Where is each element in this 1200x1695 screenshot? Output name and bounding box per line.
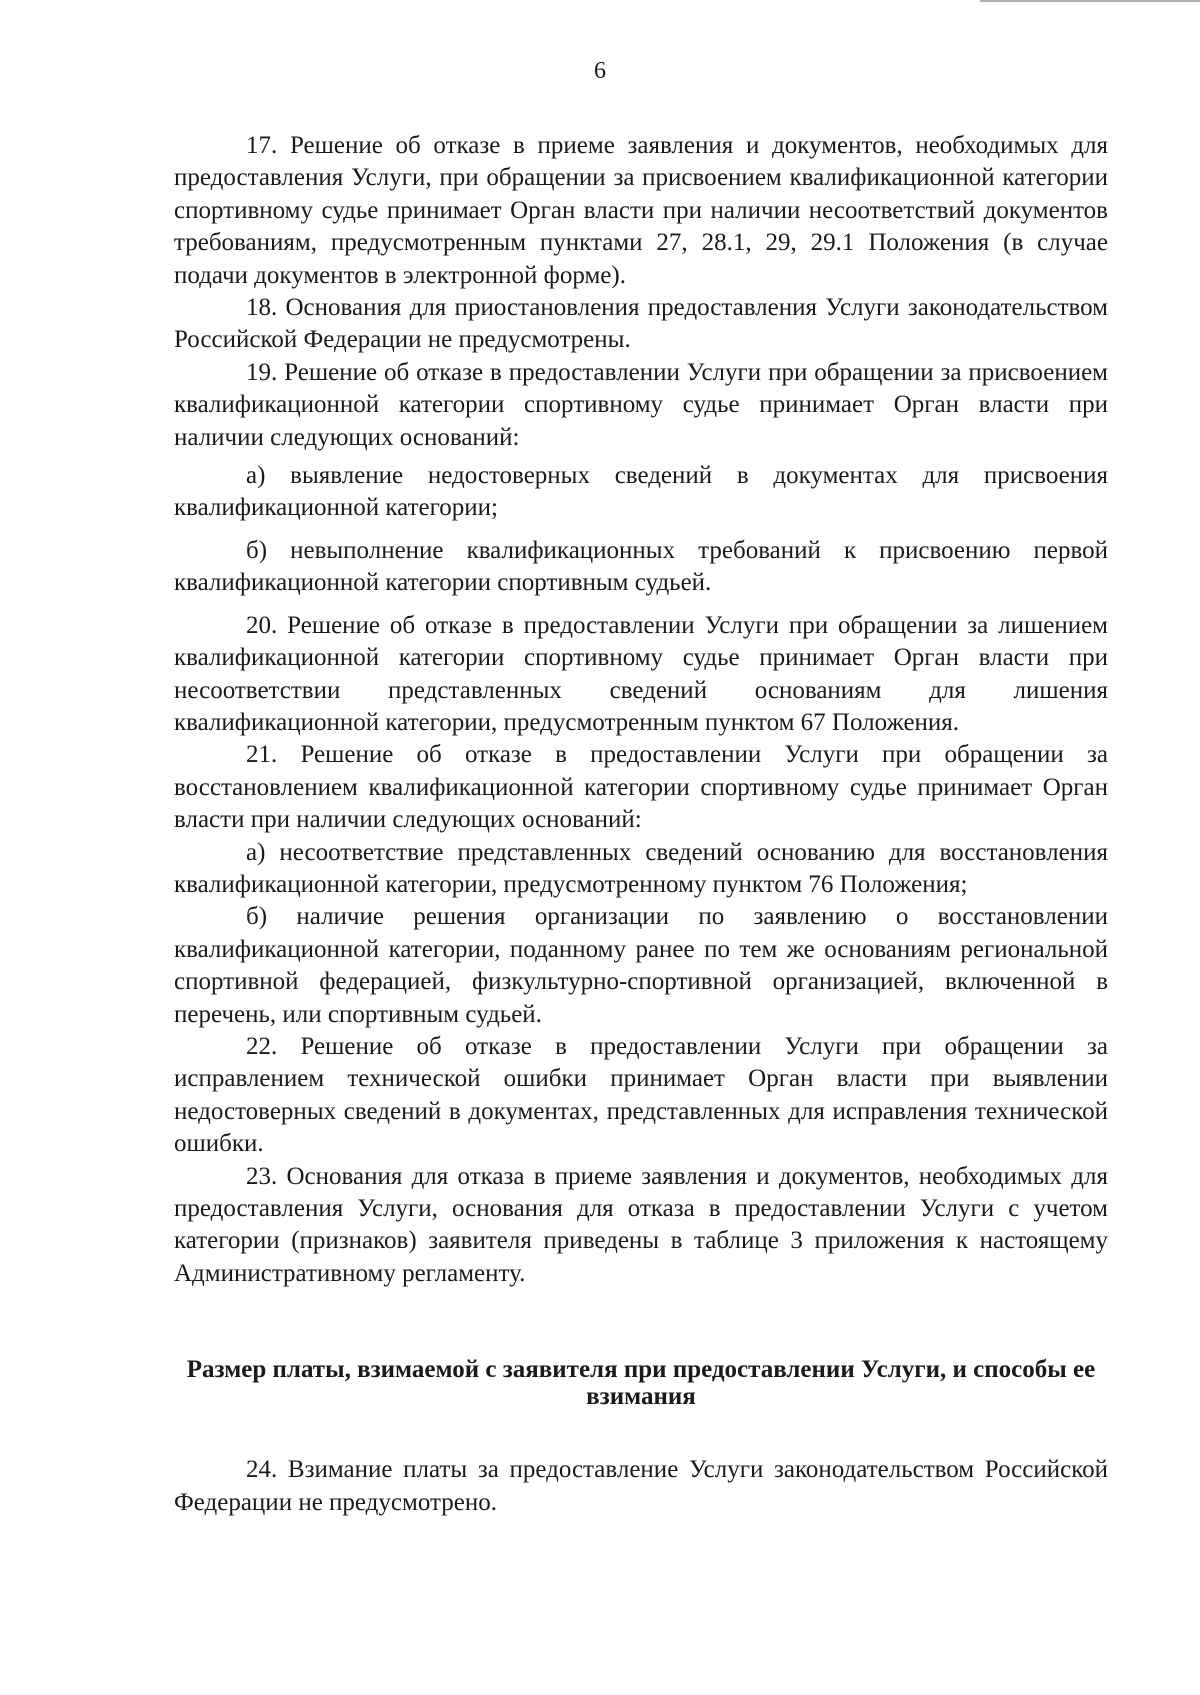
section-heading-fee: Размер платы, взимаемой с заявителя при предоставлении Услуги, и способы ее взимания — [186, 1356, 1096, 1411]
paragraph-24: 24. Взимание платы за предоставление Услуги законодательством Российской Федерации не предусмотрено. — [174, 1456, 1108, 1516]
paragraph-21-b: б) наличие решения организации по заявлению о восстановлении квалификационной категории, поданному ранее по тем же основаниям региональной спортивной федерацией, физкультурно-спортивной организацией, включенной в перечень, или спортивным судьей. — [174, 903, 1108, 1028]
paragraph-20: 20. Решение об отказе в предоставлении Услуги при обращении за лишением квалификационной категории спортивному судье принимает Орган власти при несоответствии представленных сведений основаниям для лишения квалификационной категории, предусмотренным пунктом 67 Положения. — [174, 611, 1108, 736]
paragraph-19-a: а) выявление недостоверных сведений в документах для присвоения квалификационной категории; — [174, 462, 1108, 522]
paragraph-19-b: б) невыполнение квалификационных требований к присвоению первой квалификационной категории спортивным судьей. — [174, 536, 1108, 597]
paragraph-18: 18. Основания для приостановления предоставления Услуги законодательством Российской Федерации не предусмотрены. — [174, 294, 1108, 354]
paragraph-21: 21. Решение об отказе в предоставлении Услуги при обращении за восстановлением квалификационной категории спортивному судье принимает Орган власти при наличии следующих оснований: — [174, 741, 1108, 834]
paragraph-19: 19. Решение об отказе в предоставлении Услуги при обращении за присвоением квалификационной категории спортивному судье принимает Орган власти при наличии следующих оснований: — [174, 358, 1108, 451]
page-number: 6 — [594, 58, 606, 84]
scan-edge-line — [980, 0, 1200, 2]
paragraph-21-a: а) несоответствие представленных сведений основанию для восстановления квалификационной категории, предусмотренному пунктом 76 Положения; — [174, 838, 1108, 898]
paragraph-17: 17. Решение об отказе в приеме заявления и документов, необходимых для предоставления Услуги, при обращении за присвоением квалификационной категории спортивному судье принимает Орган власти при наличии несоответствий документов требованиям, предусмотренным пунктами 27, 28.1, 29, 29.1 Положения (в случае подачи документов в электронной форме). — [174, 132, 1108, 289]
paragraph-22: 22. Решение об отказе в предоставлении Услуги при обращении за исправлением технической ошибки принимает Орган власти при выявлении недостоверных сведений в документах, представленных для исправления технической ошибки. — [174, 1032, 1108, 1158]
document-body — [174, 130, 1108, 1519]
paragraph-23: 23. Основания для отказа в приеме заявления и документов, необходимых для предоставления Услуги, основания для отказа в предоставлении Услуги с учетом категории (признаков) заявителя приведены в таблице 3 приложения к настоящему Административному регламенту. — [174, 1162, 1108, 1287]
